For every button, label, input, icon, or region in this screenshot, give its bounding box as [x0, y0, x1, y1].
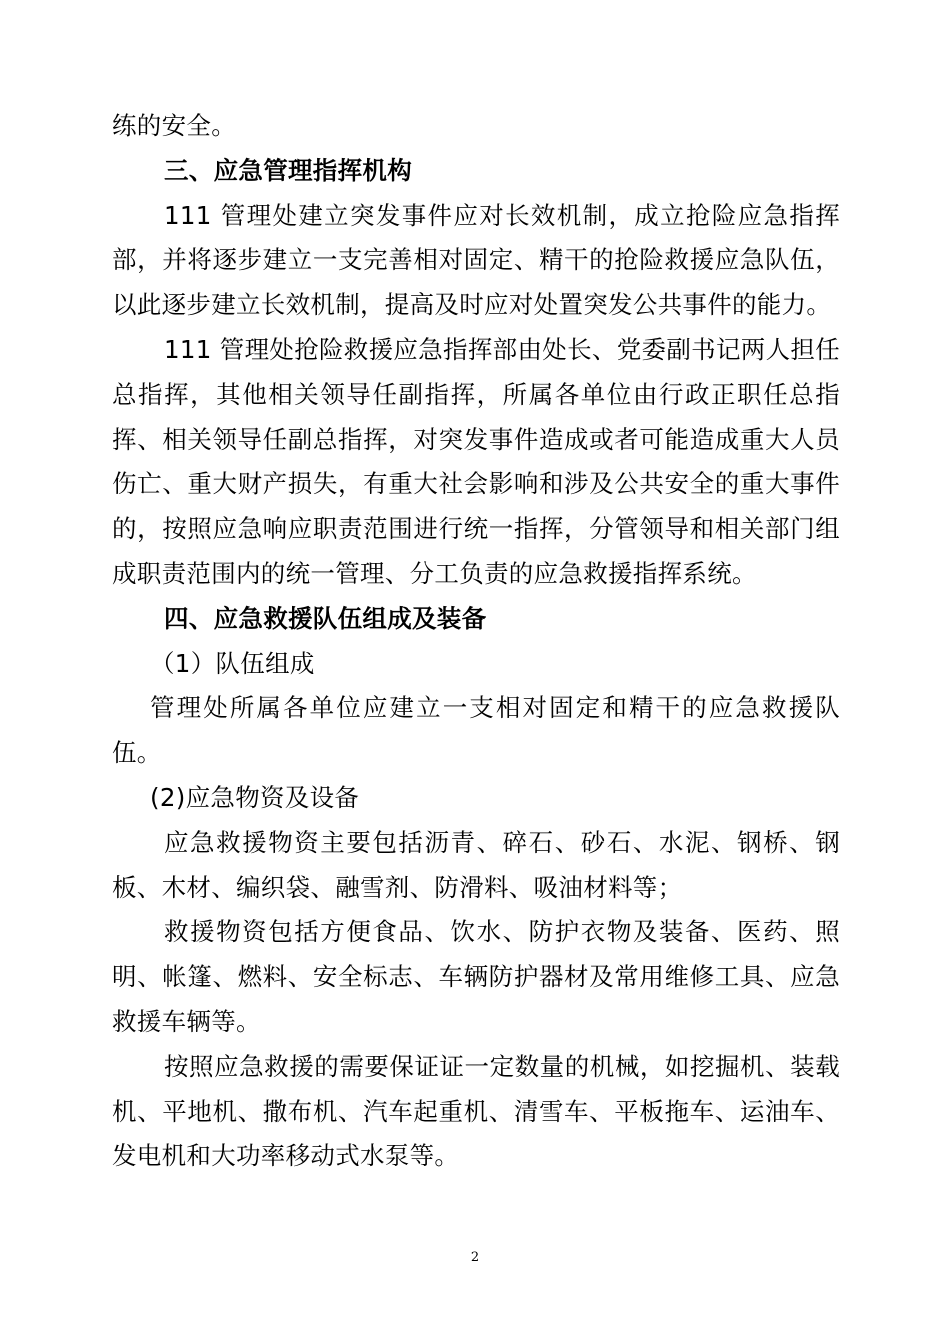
paragraph-team: 管理处所属各单位应建立一支相对固定和精干的应急救援队伍。 — [112, 693, 840, 768]
section-heading-team: 四、应急救援队伍组成及装备 — [164, 603, 487, 633]
subheading-supplies: (2)应急物资及设备 — [150, 782, 360, 812]
paragraph-machinery: 按照应急救援的需要保证证一定数量的机械，如挖掘机、装载机、平地机、撒布机、汽车起重机、清雪车、平板拖车、运油车、发电机和大功率移动式水泵等。 — [112, 1051, 840, 1171]
subheading-team-composition: （1）队伍组成 — [150, 648, 315, 678]
paragraph-materials: 应急救援物资主要包括沥青、碎石、砂石、水泥、钢桥、钢板、木材、编织袋、融雪剂、防滑料、吸油材料等； — [112, 827, 840, 902]
section-heading-command: 三、应急管理指挥机构 — [164, 155, 412, 185]
document-body — [112, 104, 840, 1179]
page-number: 2 — [470, 1250, 480, 1265]
paragraph-rescue-supplies: 救援物资包括方便食品、饮水、防护衣物及装备、医药、照明、帐篷、燃料、安全标志、车辆防护器材及常用维修工具、应急救援车辆等。 — [112, 917, 840, 1036]
paragraph-command-structure: 111 管理处抢险救援应急指挥部由处长、党委副书记两人担任总指挥，其他相关领导任副指挥，所属各单位由行政正职任总指挥、相关领导任副总指挥，对突发事件造成或者可能造成重大人员伤亡、重大财产损失，有重大社会影响和涉及公共安全的重大事件的，按照应急响应职责范围进行统一指挥，分管领导和相关部门组成职责范围内的统一管理、分工负责的应急救援指挥系统。 — [112, 334, 840, 588]
paragraph-mechanism: 111 管理处建立突发事件应对长效机制，成立抢险应急指挥部，并将逐步建立一支完善相对固定、精干的抢险救援应急队伍，以此逐步建立长效机制，提高及时应对处置突发公共事件的能力。 — [112, 200, 840, 320]
paragraph-continuation: 练的安全。 — [112, 111, 236, 140]
